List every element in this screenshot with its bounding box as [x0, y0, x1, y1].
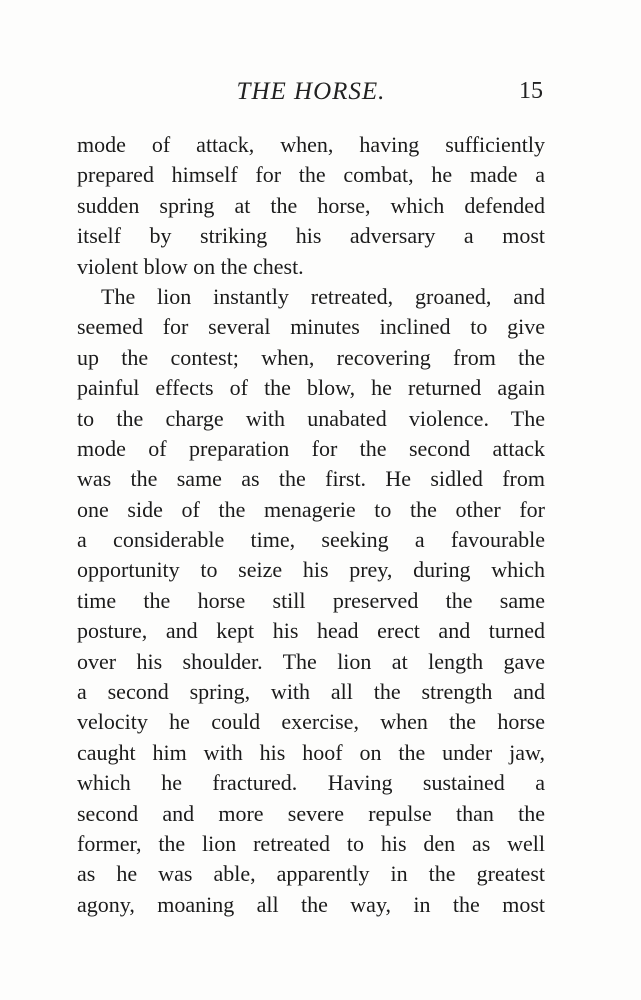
- text-line: one side of the menagerie to the other for: [77, 496, 545, 522]
- text-line: prepared himself for the combat, he made a: [77, 162, 545, 188]
- text-line: mode of attack, when, having sufficiently: [77, 132, 545, 157]
- text-line: velocity he could exercise, when the horse: [77, 709, 545, 735]
- text-line: to the charge with unabated violence. The: [77, 405, 545, 431]
- page-number: 15: [519, 78, 543, 104]
- text-line: The lion instantly retreated, groaned, and: [101, 283, 545, 309]
- text-line: posture, and kept his head erect and turned: [77, 618, 545, 644]
- text-line: a considerable time, seeking a favourable: [77, 527, 545, 553]
- text-line: former, the lion retreated to his den as well: [77, 830, 545, 856]
- running-head: [77, 78, 545, 110]
- text-line: second and more severe repulse than the: [77, 800, 545, 826]
- text-line: time the horse still preserved the same: [77, 587, 545, 613]
- text-line: itself by striking his adversary a most: [77, 223, 545, 249]
- body-text: [77, 130, 545, 920]
- text-line: caught him with his hoof on the under jaw,: [77, 739, 545, 765]
- text-line: as he was able, apparently in the greatest: [77, 861, 545, 887]
- text-line: agony, moaning all the way, in the most: [77, 891, 545, 917]
- text-line: up the contest; when, recovering from the: [77, 344, 545, 370]
- text-line: was the same as the first. He sidled from: [77, 466, 545, 492]
- text-line: sudden spring at the horse, which defended: [77, 192, 545, 218]
- text-line: a second spring, with all the strength and: [77, 679, 545, 705]
- text-line: mode of preparation for the second attack: [77, 435, 545, 461]
- text-line: violent blow on the chest.: [77, 253, 304, 279]
- text-line: opportunity to seize his prey, during which: [77, 557, 545, 583]
- text-line: seemed for several minutes inclined to give: [77, 314, 545, 340]
- running-title: THE HORSE.: [236, 78, 386, 105]
- text-line: which he fractured. Having sustained a: [77, 770, 545, 796]
- text-line: painful effects of the blow, he returned again: [77, 375, 545, 401]
- text-line: over his shoulder. The lion at length gave: [77, 648, 545, 674]
